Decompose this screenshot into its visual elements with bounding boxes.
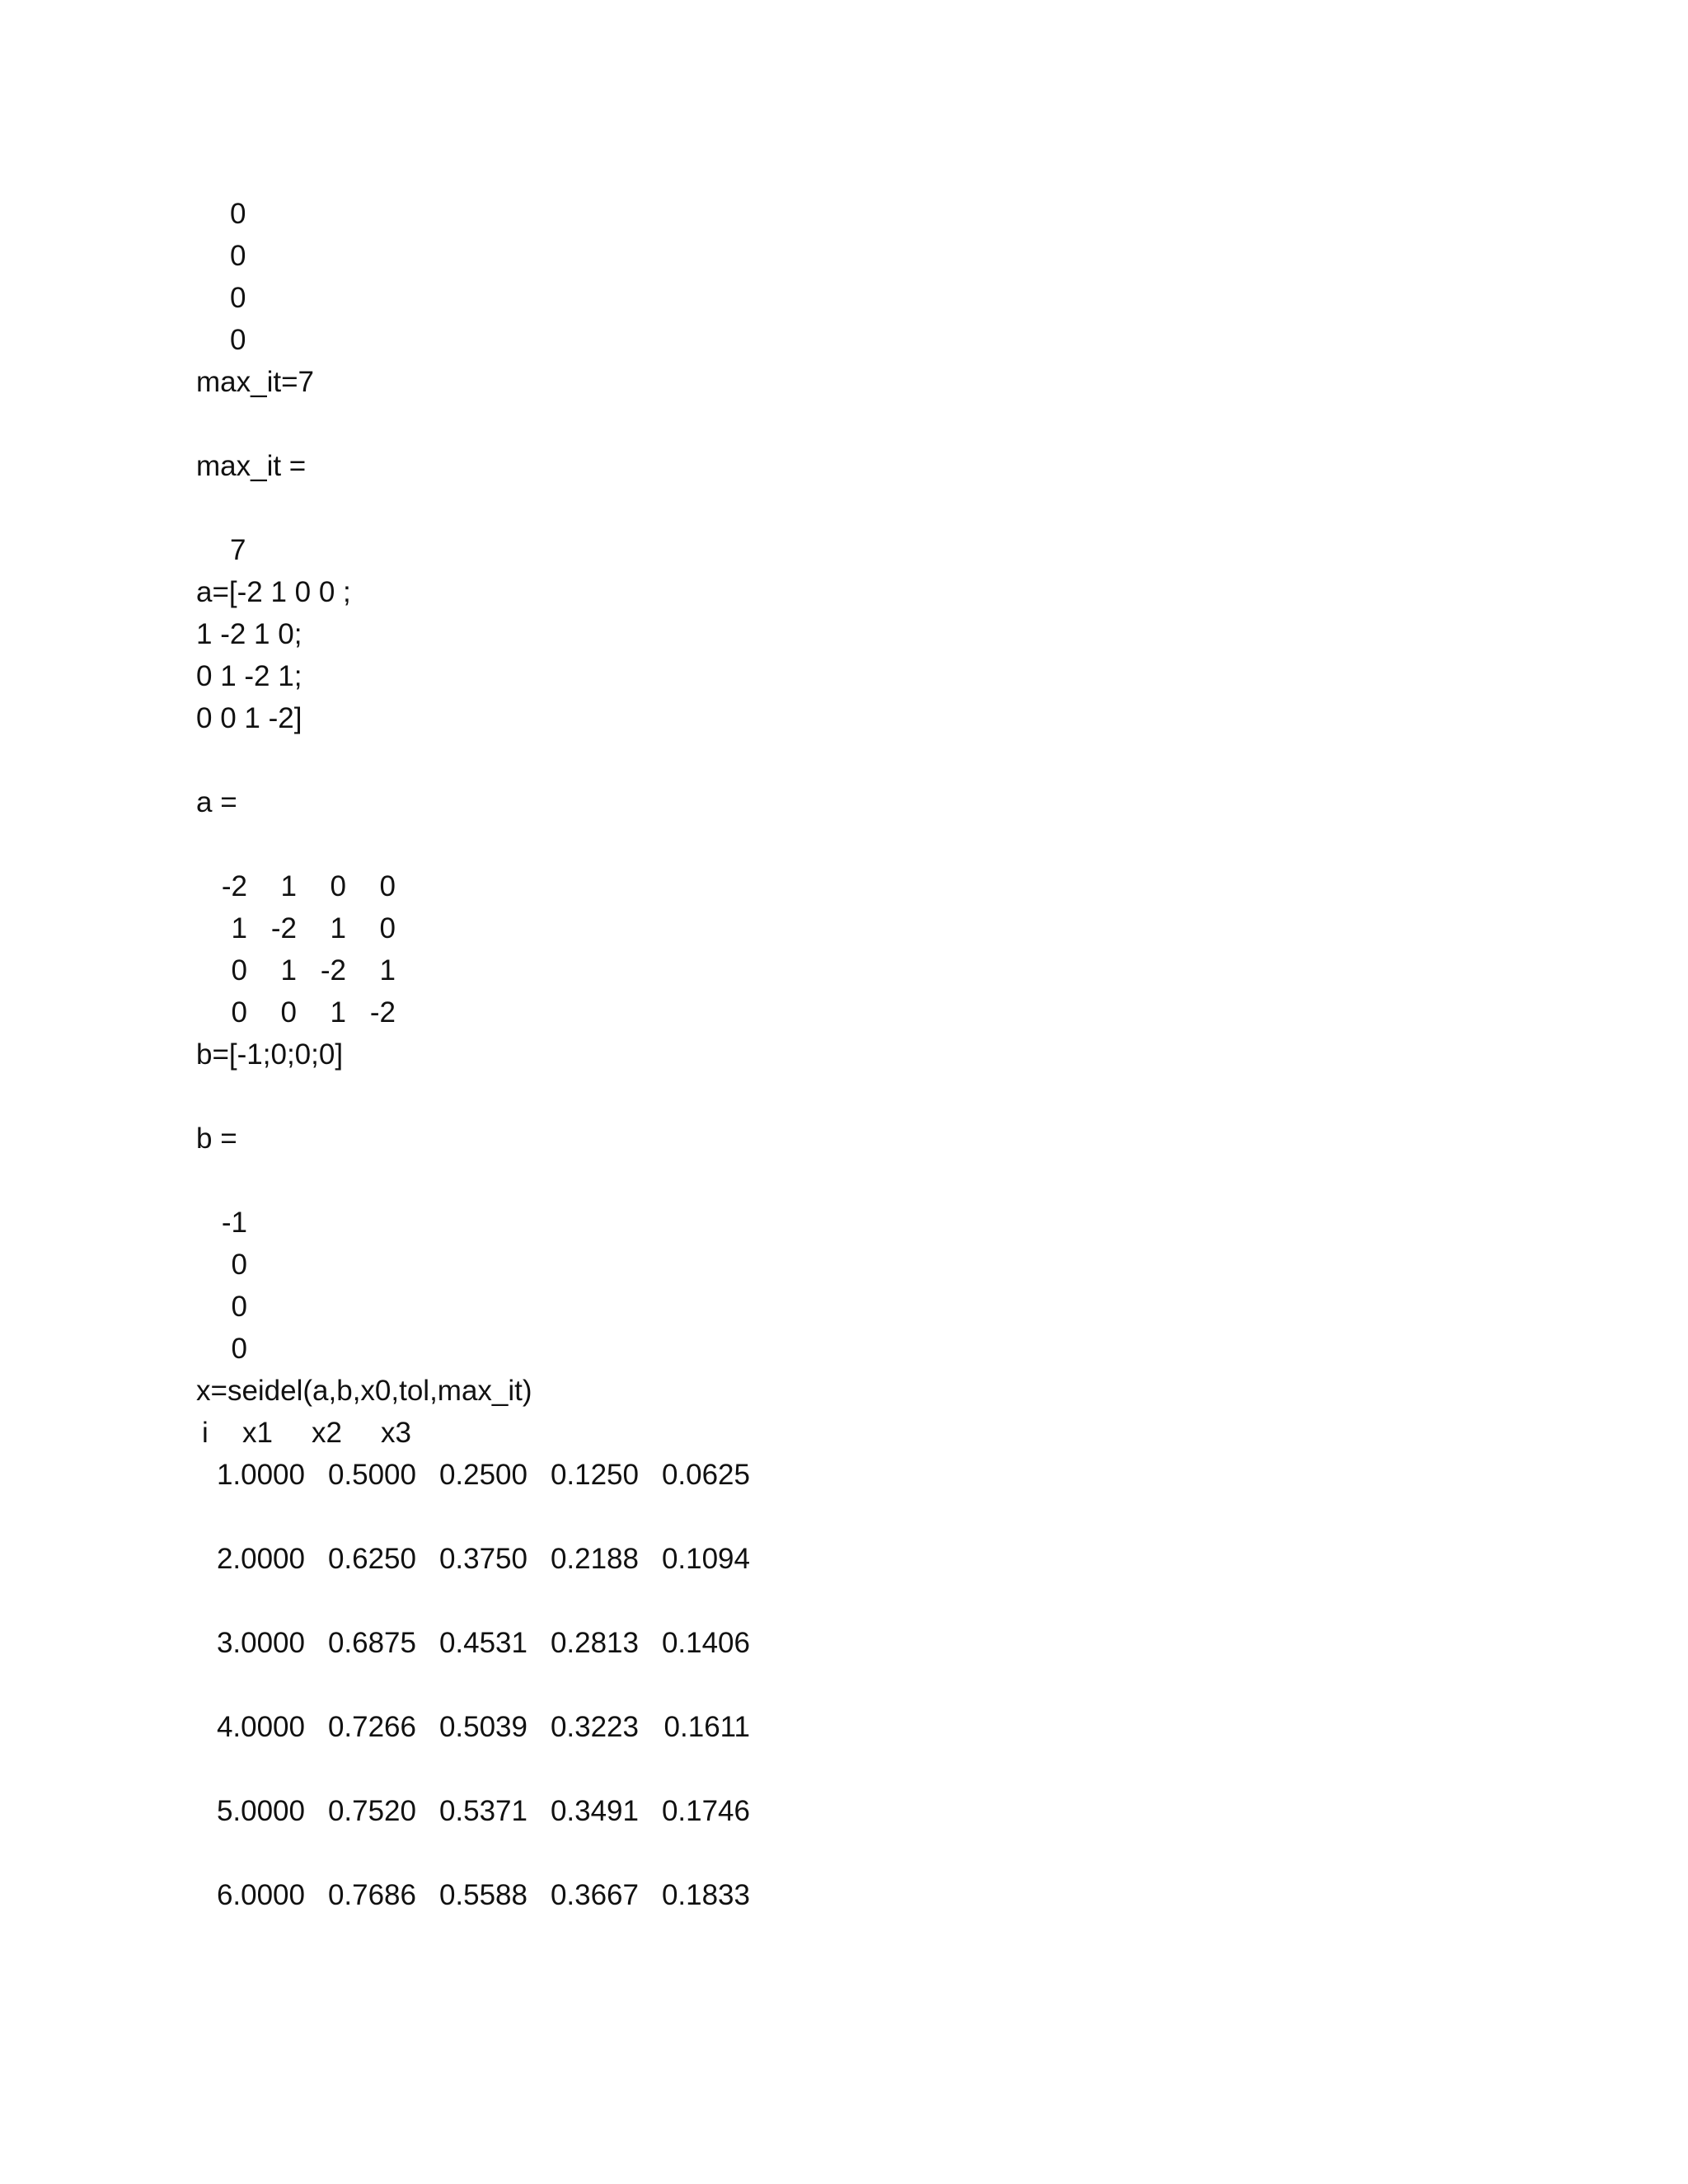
max-it-value: 7 — [230, 534, 246, 566]
b-command: b=[-1;0;0;0] — [196, 1038, 344, 1071]
a-echo: a = — [196, 786, 237, 818]
table-cell: 2.0000 — [216, 1543, 305, 1575]
x0-value: 0 — [230, 198, 246, 230]
table-cell: 3.0000 — [216, 1627, 305, 1659]
table-cell: 0.7686 — [327, 1879, 416, 1911]
table-cell: 0.7520 — [327, 1795, 416, 1827]
table-cell: 0.5588 — [438, 1879, 528, 1911]
matrix-cell: 0 — [330, 870, 346, 902]
seidel-command: x=seidel(a,b,x0,tol,max_it) — [196, 1375, 532, 1407]
table-cell: 0.1406 — [661, 1627, 750, 1659]
table-cell: 0.0625 — [661, 1459, 750, 1491]
x0-value: 0 — [230, 240, 246, 272]
a-command-line: 0 1 -2 1; — [196, 660, 302, 692]
a-command-line: 0 0 1 -2] — [196, 702, 302, 734]
table-cell: 0.3223 — [550, 1711, 639, 1743]
matrix-cell: 1 — [330, 912, 346, 944]
matrix-cell: -2 — [369, 996, 396, 1029]
table-cell: 0.6875 — [327, 1627, 416, 1659]
table-cell: 0.3750 — [438, 1543, 528, 1575]
matrix-cell: 0 — [280, 996, 297, 1029]
matrix-cell: 0 — [379, 912, 396, 944]
table-cell: 5.0000 — [216, 1795, 305, 1827]
matrix-cell: 1 — [231, 912, 247, 944]
max-it-command: max_it=7 — [196, 366, 314, 398]
table-cell: 6.0000 — [216, 1879, 305, 1911]
header-cell: x2 — [312, 1417, 342, 1449]
matrix-cell: 1 — [379, 954, 396, 987]
matrix-cell: 1 — [280, 870, 297, 902]
table-cell: 0.7266 — [327, 1711, 416, 1743]
x0-value: 0 — [230, 324, 246, 356]
table-cell: 0.6250 — [327, 1543, 416, 1575]
b-value: 0 — [231, 1333, 247, 1365]
matrix-cell: -2 — [320, 954, 346, 987]
header-cell: x3 — [381, 1417, 411, 1449]
matrix-cell: 0 — [379, 870, 396, 902]
matrix-cell: -2 — [270, 912, 297, 944]
matrix-cell: -2 — [221, 870, 247, 902]
matrix-cell: 0 — [231, 954, 247, 987]
a-command-line: 1 -2 1 0; — [196, 618, 302, 650]
table-cell: 0.2500 — [438, 1459, 528, 1491]
table-cell: 0.5000 — [327, 1459, 416, 1491]
b-echo: b = — [196, 1122, 237, 1155]
matrix-cell: 1 — [330, 996, 346, 1029]
max-it-echo: max_it = — [196, 450, 307, 482]
table-cell: 0.5039 — [438, 1711, 528, 1743]
table-cell: 0.3667 — [550, 1879, 639, 1911]
a-command-line: a=[-2 1 0 0 ; — [196, 576, 351, 608]
table-cell: 1.0000 — [216, 1459, 305, 1491]
table-cell: 0.1833 — [661, 1879, 750, 1911]
table-cell: 0.2813 — [550, 1627, 639, 1659]
x0-value: 0 — [230, 282, 246, 314]
matrix-cell: 1 — [280, 954, 297, 987]
table-cell: 4.0000 — [216, 1711, 305, 1743]
table-cell: 0.4531 — [438, 1627, 528, 1659]
table-cell: 0.1611 — [663, 1711, 750, 1743]
b-value: -1 — [221, 1207, 247, 1239]
table-cell: 0.1746 — [661, 1795, 750, 1827]
table-cell: 0.1250 — [550, 1459, 639, 1491]
header-cell: i — [202, 1417, 209, 1449]
table-cell: 0.1094 — [661, 1543, 750, 1575]
b-value: 0 — [231, 1249, 247, 1281]
table-cell: 0.5371 — [438, 1795, 528, 1827]
table-cell: 0.3491 — [550, 1795, 639, 1827]
matrix-cell: 0 — [231, 996, 247, 1029]
table-cell: 0.2188 — [550, 1543, 639, 1575]
b-value: 0 — [231, 1291, 247, 1323]
header-cell: x1 — [242, 1417, 273, 1449]
